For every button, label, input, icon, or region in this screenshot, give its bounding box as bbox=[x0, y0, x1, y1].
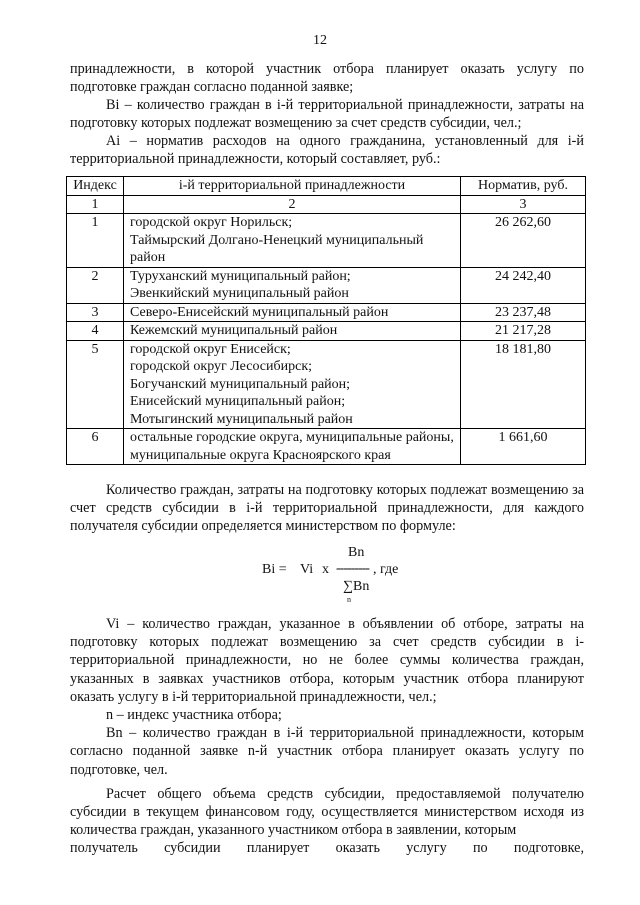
norm-table bbox=[66, 176, 586, 465]
intro-text bbox=[70, 60, 584, 168]
vi-definition: Vi – количество граждан, указанное в объявлении об отборе, затраты на подготовку которых подлежат возмещению за счет средств субсидии в i-территориальной принадлежности, но не более суммы количества граждан, указанных в заявках участников отбора, которым участник отбора планируют оказать услугу в i-й территориальной принадлежности, чел.; bbox=[70, 616, 584, 705]
row-territory: Северо-Енисейский муниципальный район bbox=[124, 303, 461, 322]
row-territory: городской округ Норильск; Таймырский Долгано-Ненецкий муниципальный район bbox=[124, 214, 461, 268]
n-definition: n – индекс участника отбора; bbox=[106, 707, 282, 724]
row-territory: городской округ Енисейск; городской округ Лесосибирск; Богучанский муниципальный район; Енисейский муниципальный район; Мотыгинский муниципальный район bbox=[124, 340, 461, 429]
formula-intro: Количество граждан, затраты на подготовку которых подлежат возмещению за счет средств субсидии в i-й территориальной принадлежности, для каждого получателя субсидии определяется министерством по формуле: bbox=[70, 482, 584, 534]
row-norm-value: 26 262,60 bbox=[461, 214, 586, 268]
col-number-1: 1 bbox=[67, 195, 124, 214]
calculation-last-line: получатель субсидии планирует оказать услугу по подготовке, bbox=[70, 840, 584, 857]
formula-sum: ∑Bn bbox=[343, 579, 370, 594]
bi-definition: Bi – количество граждан в i-й территориальной принадлежности, затраты на подготовку которых подлежат возмещению за счет средств субсидии, чел.; bbox=[70, 97, 584, 131]
header-territory: i-й территориальной принадлежности bbox=[124, 177, 461, 196]
formula-fraction-line: --------- bbox=[336, 561, 369, 576]
row-index: 6 bbox=[67, 429, 124, 465]
table-row bbox=[67, 267, 586, 303]
row-index: 2 bbox=[67, 267, 124, 303]
after-table-text bbox=[70, 481, 584, 535]
table-row bbox=[67, 340, 586, 429]
table-row bbox=[67, 429, 586, 465]
formula-sum-index: n bbox=[347, 595, 351, 604]
row-norm-value: 21 217,28 bbox=[461, 322, 586, 341]
col-number-3: 3 bbox=[461, 195, 586, 214]
col-number-2: 2 bbox=[124, 195, 461, 214]
row-norm-value: 18 181,80 bbox=[461, 340, 586, 429]
table-header-row bbox=[67, 177, 586, 196]
definitions bbox=[70, 615, 584, 858]
header-norm: Норматив, руб. bbox=[461, 177, 586, 196]
bn-definition: Bn – количество граждан в i-й территориальной принадлежности, которым согласно поданной заявке n-й участник отбора планирует оказать услугу по подготовке, чел. bbox=[70, 725, 584, 778]
calculation-paragraph: Расчет общего объема средств субсидии, предоставляемой получателю субсидии в текущем финансовом году, осуществляется министерством исходя из количества граждан, указанного участником отбора в заявлении, которым bbox=[70, 785, 584, 839]
formula-vi: Vi bbox=[300, 562, 314, 577]
row-territory: Кежемский муниципальный район bbox=[124, 322, 461, 341]
row-territory: Туруханский муниципальный район; Эвенкийский муниципальный район bbox=[124, 267, 461, 303]
header-index: Индекс bbox=[67, 177, 124, 196]
formula-numerator: Bn bbox=[348, 545, 365, 560]
row-index: 3 bbox=[67, 303, 124, 322]
row-index: 4 bbox=[67, 322, 124, 341]
column-number-row bbox=[67, 195, 586, 214]
page-number: 12 bbox=[313, 33, 327, 48]
table-row bbox=[67, 322, 586, 341]
row-index: 5 bbox=[67, 340, 124, 429]
table-row bbox=[67, 303, 586, 322]
table-row bbox=[67, 214, 586, 268]
intro-line: принадлежности, в которой участник отбора планирует оказать услугу по подготовке граждан согласно поданной заявке; bbox=[70, 61, 584, 95]
row-norm-value: 1 661,60 bbox=[461, 429, 586, 465]
formula-times: x bbox=[322, 562, 329, 577]
formula bbox=[262, 541, 462, 609]
formula-lhs: Bi = bbox=[262, 562, 287, 577]
formula-suffix: , где bbox=[373, 562, 399, 577]
row-index: 1 bbox=[67, 214, 124, 268]
row-territory: остальные городские округа, муниципальные районы, муниципальные округа Красноярского края bbox=[124, 429, 461, 465]
ai-definition: Ai – норматив расходов на одного гражданина, установленный для i-й территориальной принадлежности, который составляет, руб.: bbox=[70, 133, 584, 167]
row-norm-value: 23 237,48 bbox=[461, 303, 586, 322]
row-norm-value: 24 242,40 bbox=[461, 267, 586, 303]
